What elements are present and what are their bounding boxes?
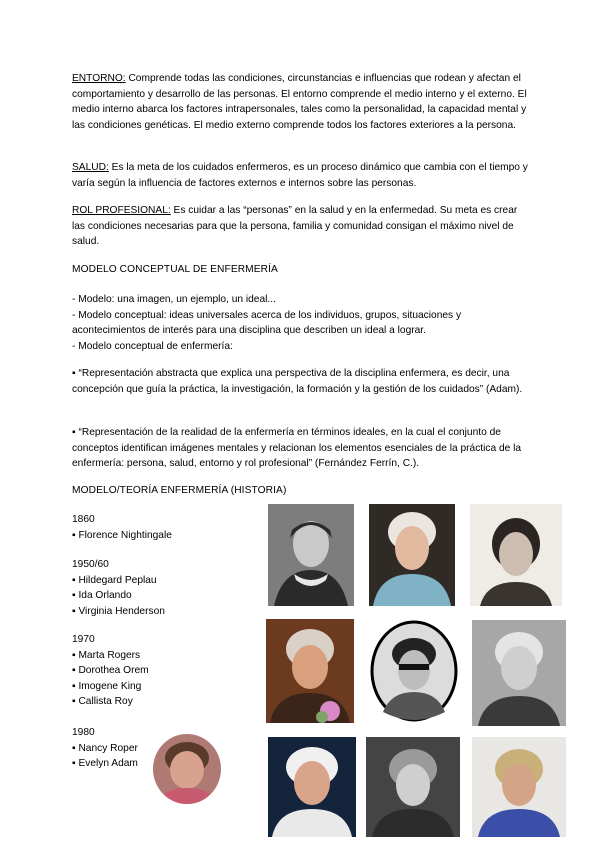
list-item: - Modelo: una imagen, un ejemplo, un ideal... [72,294,276,305]
definition-salud [72,160,528,191]
term-entorno-colon: : [122,73,126,84]
term-entorno: ENTORNO [72,73,123,84]
quote-fernandez-ferrin: ▪ “Representación de la realidad de la enfermería en términos ideales, en la cual el conjunto de conceptos identifican imágenes mentales y relacionan los elementos esenciales de la práctica de la enfermería: persona, salud, entorno y rol profesional” (Fernández Ferrín, C.). [72,427,522,470]
definition-entorno-text: Comprende todas las condiciones, circunstancias e influencias que rodean y afectan el comportamiento y desarrollo de las personas. El entorno comprende el medio interno y el externo. El medio interno abarca los factores intrapersonales, tales como la personalidad, la capacidad mental y las condiciones genéticas. El medio externo comprende todos los factores exteriores a la persona. [72,73,527,131]
definition-salud-text: Es la meta de los cuidados enfermeros, es un proceso dinámico que cambia con el tiempo y varía según la influencia de factores externos e internos sobre las personas. [72,162,528,189]
theorist-name: ▪ Nancy Roper [72,742,138,754]
portrait-photo [366,737,460,837]
period-year: 1970 [72,634,95,645]
list-item: - Modelo conceptual de enfermería: [72,340,233,352]
list-item: - Modelo conceptual: ideas universales acerca de los individuos, grupos, situaciones y acontecimientos de interés para una disciplina que describen un ideal a lograr. [72,309,462,337]
portrait-photo [369,620,459,722]
period-1950-60 [72,557,165,619]
theorist-name: ▪ Dorothea Orem [72,665,149,677]
modelo-conceptual-list [72,292,528,354]
definition-rol-text: Es cuidar a las “personas” en la salud y en la enfermedad. Su meta es crear las condiciones necesarias para que la persona, familia y comunidad consigan el máximo nivel de salud. [72,205,518,248]
theorist-name: ▪ Imogene King [72,680,142,692]
theorist-name: ▪ Florence Nightingale [72,529,172,541]
term-salud-colon: : [105,162,109,173]
portrait-photo [268,504,354,606]
period-1980 [72,725,138,772]
portrait-photo [470,504,562,606]
historia-heading: MODELO/TEORÍA ENFERMERÍA (HISTORIA) [72,485,287,496]
period-1860 [72,512,172,543]
portrait-photo [266,619,354,723]
definition-rol-profesional [72,203,528,250]
period-year: 1980 [72,727,95,738]
portrait-photo [472,620,566,726]
portrait-photo [472,737,566,837]
modelo-conceptual-heading: MODELO CONCEPTUAL DE ENFERMERÍA [72,264,278,275]
portrait-photo [268,737,356,837]
definition-entorno [72,71,528,133]
portrait-photo [369,504,455,606]
period-1970 [72,632,149,710]
theorist-name: ▪ Ida Orlando [72,590,132,602]
period-year: 1950/60 [72,559,109,570]
theorist-name: ▪ Virginia Henderson [72,605,165,617]
theorist-name: ▪ Evelyn Adam [72,758,138,770]
theorist-name: ▪ Hildegard Peplau [72,574,157,586]
quote-adam: ▪ “Representación abstracta que explica una perspectiva de la disciplina enfermera, es decir, una concepción que guía la práctica, la investigación, la formación y la gestión de los cuidados” (Adam). [72,368,523,395]
portrait-photo [153,734,221,804]
term-rol-colon: : [167,205,171,216]
term-salud: SALUD [72,162,106,173]
period-year: 1860 [72,514,95,525]
theorist-name: ▪ Marta Rogers [72,649,141,661]
term-rol-profesional: ROL PROFESIONAL [72,205,168,216]
theorist-name: ▪ Callista Roy [72,696,133,708]
